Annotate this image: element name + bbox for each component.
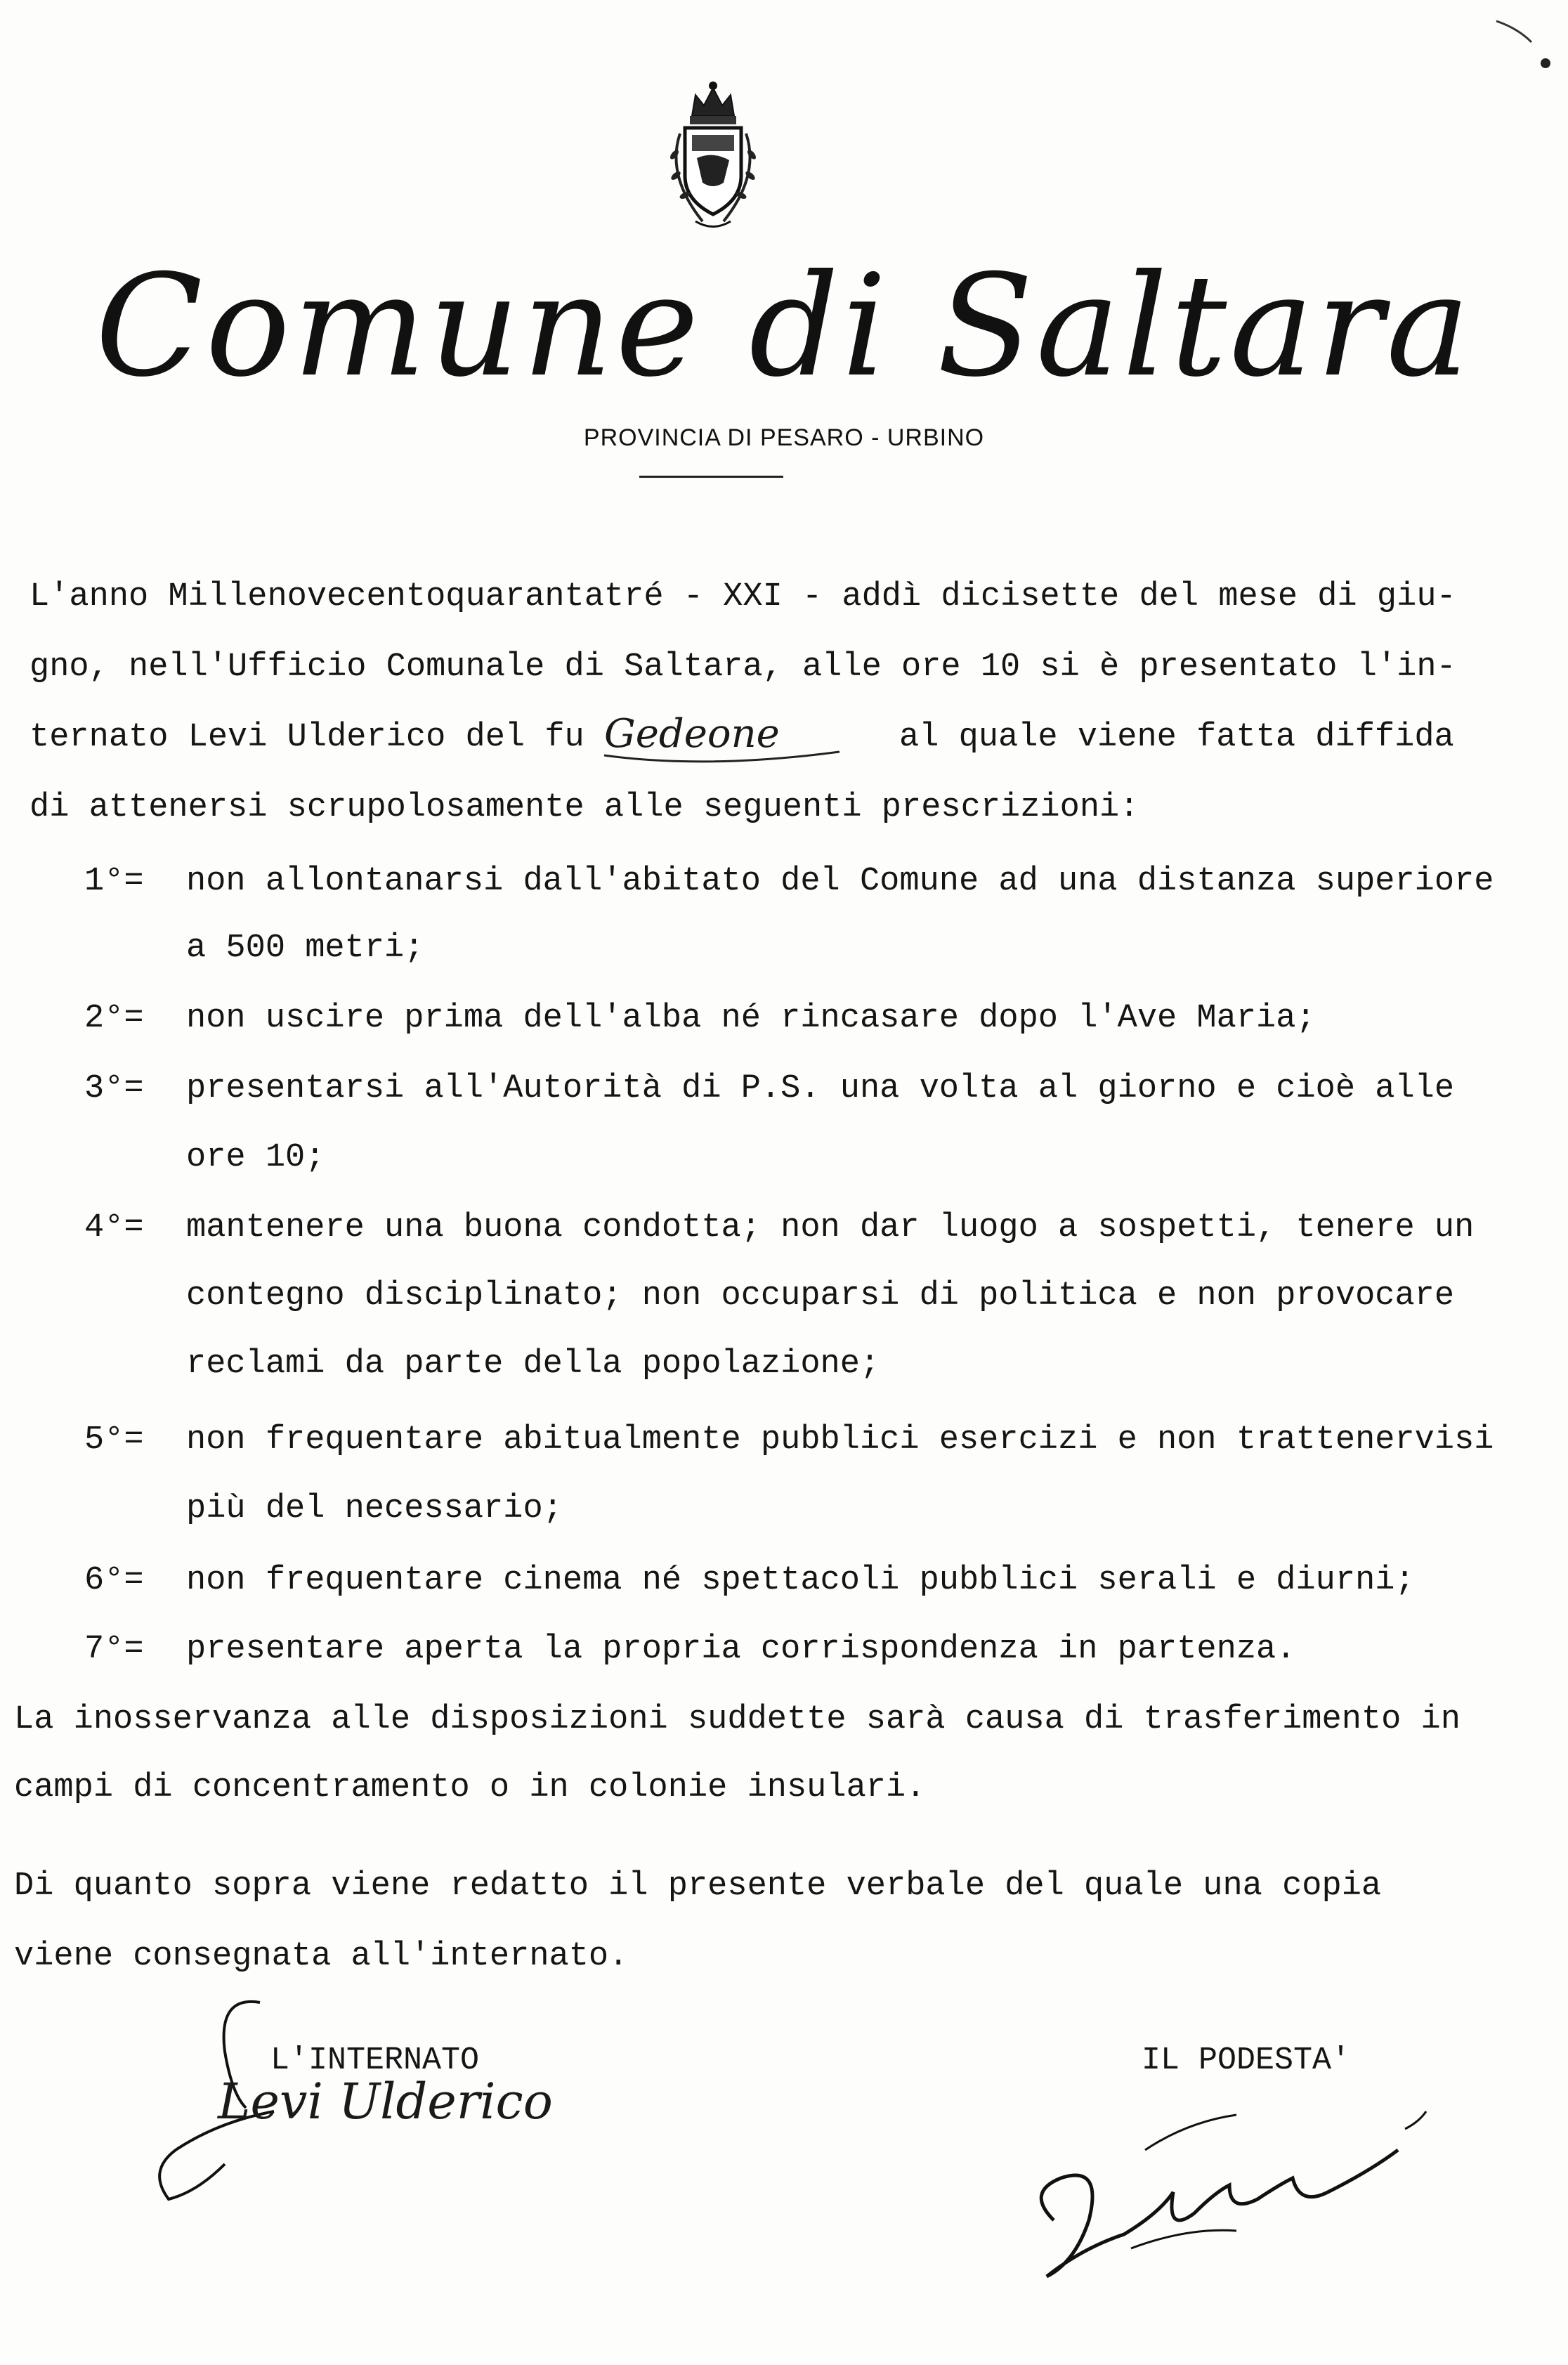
closing-line-1: La inosservanza alle disposizioni suddette sarà causa di trasferimento in <box>14 1701 1461 1738</box>
prescription-6-number: 6°= <box>84 1562 144 1599</box>
intro-line-4: di attenersi scrupolosamente alle seguenti prescrizioni: <box>30 789 1139 826</box>
prescription-6-line-1: non frequentare cinema né spettacoli pubblici serali e diurni; <box>186 1562 1415 1599</box>
father-name-handwritten: Gedeone <box>604 711 780 757</box>
prescription-1-line-1: non allontanarsi dall'abitato del Comune ad una distanza superiore <box>186 863 1494 900</box>
prescription-3-line-1: presentarsi all'Autorità di P.S. una volta al giorno e cioè alle <box>186 1070 1455 1107</box>
prescription-4-line-1: mantenere una buona condotta; non dar luogo a sospetti, tenere un <box>186 1209 1475 1246</box>
prescription-4-number: 4°= <box>84 1209 144 1246</box>
prescription-7-number: 7°= <box>84 1631 144 1668</box>
province-subtitle: PROVINCIA DI PESARO - URBINO <box>583 424 985 451</box>
prescription-5-line-1: non frequentare abitualmente pubblici esercizi e non trattenervisi <box>186 1421 1494 1459</box>
prescription-4-line-3: reclami da parte della popolazione; <box>186 1346 880 1383</box>
intro-line-3-start: ternato Levi Ulderico del fu <box>30 719 584 756</box>
closing-line-3: Di quanto sopra viene redatto il presente verbale del quale una copia <box>14 1868 1382 1905</box>
intro-line-3-end: al quale viene fatta diffida <box>899 719 1454 756</box>
podesta-signature-icon <box>1005 2108 1454 2298</box>
prescription-3-line-2: ore 10; <box>186 1139 325 1176</box>
closing-line-4: viene consegnata all'internato. <box>14 1938 629 1975</box>
prescription-7-line-1: presentare aperta la propria corrispondenza in partenza. <box>186 1631 1296 1668</box>
prescription-3-number: 3°= <box>84 1070 144 1107</box>
closing-line-2: campi di concentramento o in colonie insulari. <box>14 1769 926 1806</box>
prescription-5-number: 5°= <box>84 1421 144 1459</box>
handwriting-underline <box>601 731 854 773</box>
prescription-2-number: 2°= <box>84 1000 144 1037</box>
header-divider <box>639 476 783 478</box>
page-title: Comune di Saltara <box>95 245 1473 408</box>
prescription-1-line-2: a 500 metri; <box>186 930 424 967</box>
prescription-2-line-1: non uscire prima dell'alba né rincasare dopo l'Ave Maria; <box>186 1000 1316 1037</box>
coat-of-arms-icon <box>653 77 773 239</box>
prescription-1-number: 1°= <box>84 863 144 900</box>
prescription-4-line-2: contegno disciplinato; non occuparsi di politica e non provocare <box>186 1277 1455 1315</box>
podesta-label: IL PODESTA' <box>1142 2042 1351 2078</box>
scan-speck <box>1489 7 1560 77</box>
internee-signature-text: Levi Ulderico <box>218 2073 553 2130</box>
intro-line-2: gno, nell'Ufficio Comunale di Saltara, alle ore 10 si è presentato l'in- <box>30 649 1456 686</box>
intro-line-1: L'anno Millenovecentoquarantatré - XXI - addì dicisette del mese di giu- <box>30 578 1456 615</box>
prescription-5-line-2: più del necessario; <box>186 1490 563 1527</box>
internee-label: L'INTERNATO <box>270 2042 480 2078</box>
